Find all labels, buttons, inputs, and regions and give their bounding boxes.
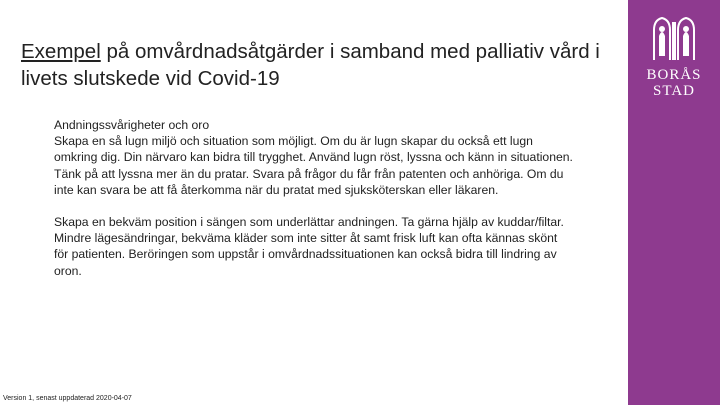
title-underlined-word: Exempel (21, 40, 101, 63)
title-text: på omvårdnadsåtgärder i samband med palliativ vård i livets slutskede vid Covid-19 (21, 40, 600, 90)
boras-emblem-icon (650, 14, 698, 64)
section-heading: Andningssvårigheter och oro (54, 118, 210, 132)
brand-sidebar (628, 0, 720, 405)
content-body (54, 117, 574, 279)
slide-title (21, 38, 611, 92)
paragraph-1: Skapa en så lugn miljö och situation som möjligt. Om du är lugn skapar du också ett lugn omkring dig. Din närvaro kan bidra till trygghet. Använd lugn röst, lyssna och känn in situationen. Tänk på att lyssna mer än du pratar. Svara på frågor du får från patenten och anhöriga. Om du inte kan svara be att få återkomma när du pratat med sjuksköterskan eller läkaren. (54, 134, 573, 197)
version-footer: Version 1, senast uppdaterad 2020-04-07 (3, 395, 132, 402)
logo-text-line1: BORÅS (646, 67, 702, 83)
logo-text-line2: STAD (653, 83, 695, 99)
paragraph-2: Skapa en bekväm position i sängen som underlättar andningen. Ta gärna hjälp av kuddar/filtar. Mindre lägesändringar, bekväma kläder som inte sitter åt samt frisk luft kan ofta kännas skönt för patienten. Beröringen som uppstår i omvårdnadssituationen kan också bidra till lindring av oron. (54, 215, 564, 278)
